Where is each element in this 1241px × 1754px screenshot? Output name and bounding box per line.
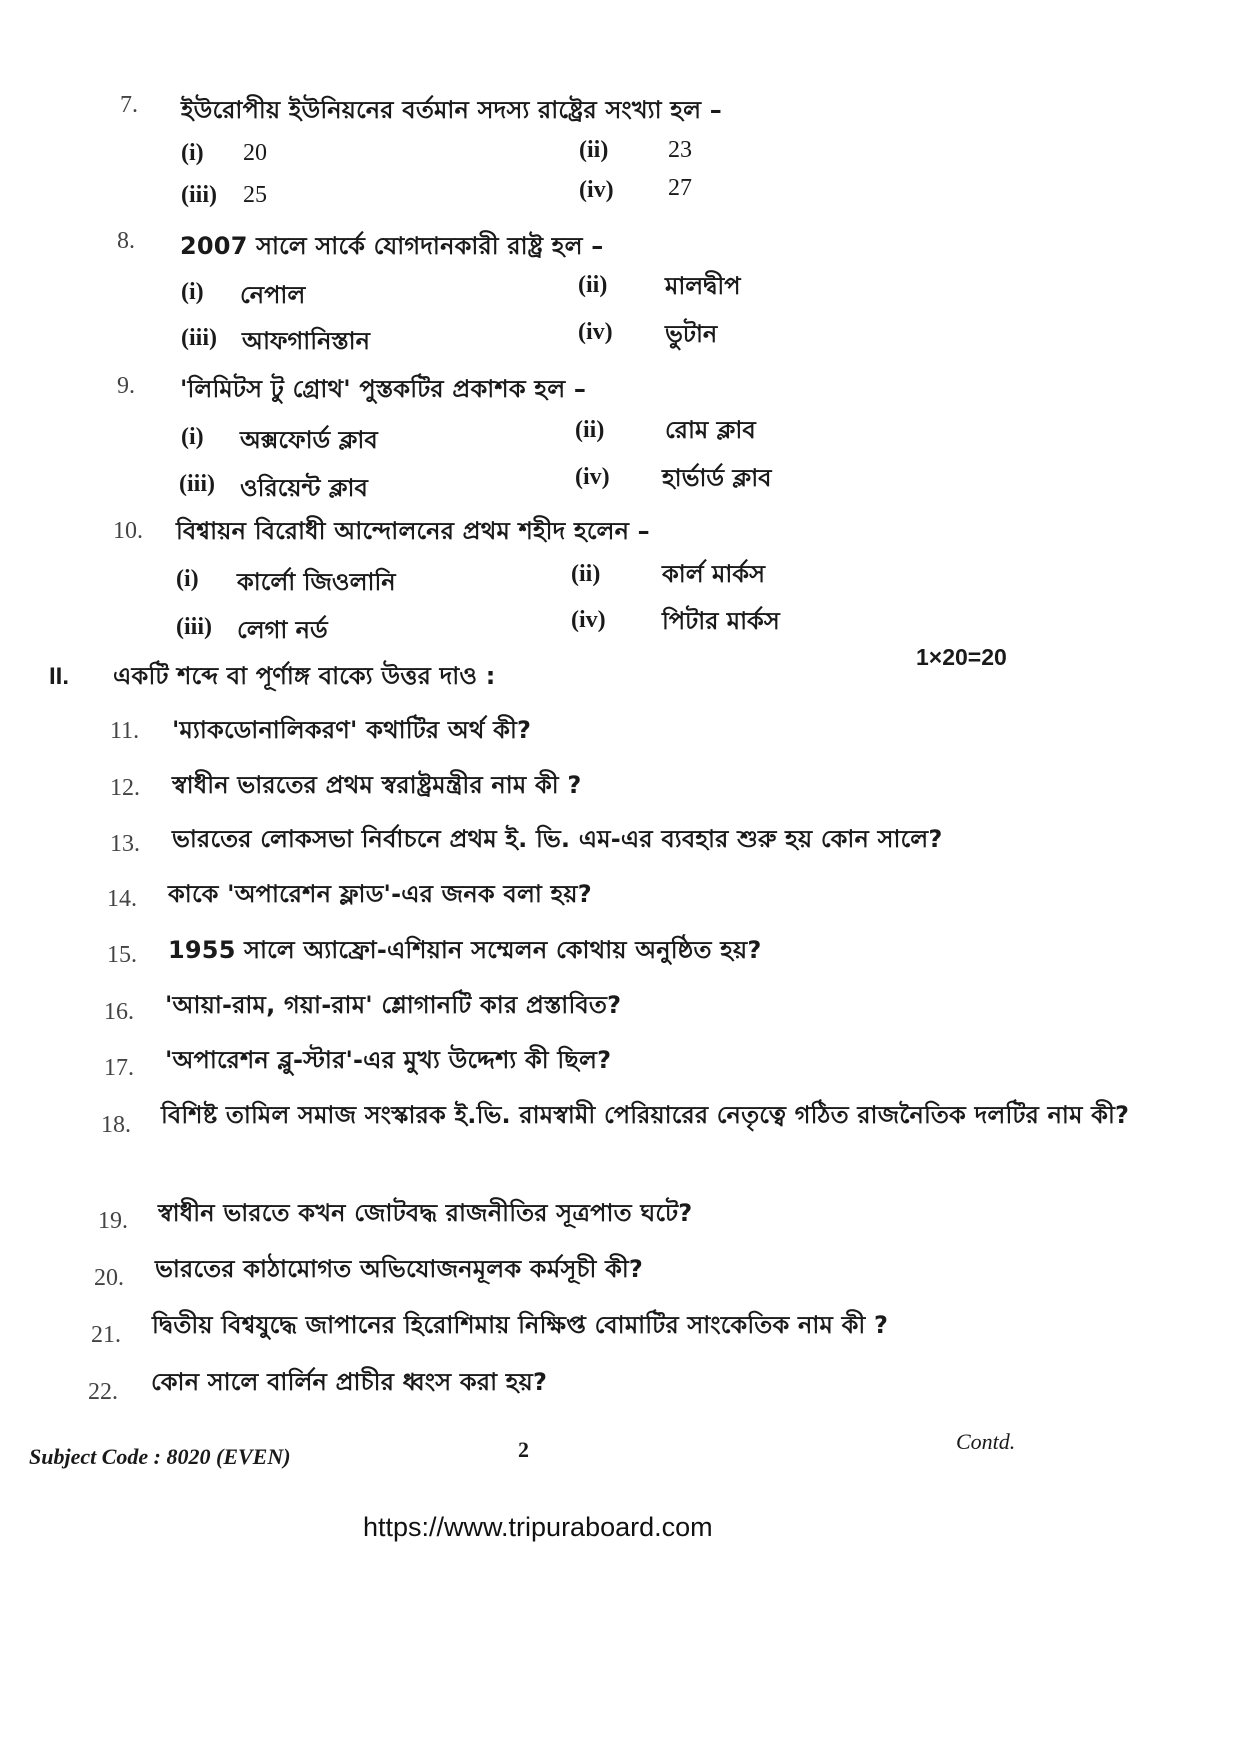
option-label: (iii) <box>176 614 212 640</box>
question-number: 8. <box>117 228 135 254</box>
question-number: 18. <box>101 1112 131 1138</box>
option-label: (iii) <box>181 182 217 208</box>
question-number: 19. <box>98 1208 128 1234</box>
option-label: (iv) <box>579 177 614 203</box>
option-value: হার্ভার্ড ক্লাব <box>662 464 772 492</box>
option-value: ভুটান <box>665 320 718 348</box>
option-value: 23 <box>668 137 692 163</box>
question-text: স্বাধীন ভারতে কখন জোটবদ্ধ রাজনীতির সূত্রপাত ঘটে? <box>158 1199 693 1227</box>
option-label: (ii) <box>579 137 609 163</box>
option-label: (i) <box>181 140 204 166</box>
question-text: স্বাধীন ভারতের প্রথম স্বরাষ্ট্রমন্ত্রীর নাম কী ? <box>172 771 582 799</box>
option-value: ওরিয়েন্ট ক্লাব <box>240 474 368 502</box>
option-label: (iii) <box>181 325 217 351</box>
question-text: ইউরোপীয় ইউনিয়নের বর্তমান সদস্য রাষ্ট্রের সংখ্যা হল – <box>181 96 722 124</box>
question-number: 9. <box>117 373 135 399</box>
question-number: 10. <box>113 518 143 544</box>
question-number: 13. <box>110 831 140 857</box>
subject-code: Subject Code : 8020 (EVEN) <box>29 1444 291 1469</box>
option-value: কার্ল মার্কস <box>662 560 765 588</box>
option-label: (iv) <box>575 464 610 490</box>
option-value: লেগা নর্ড <box>237 616 328 644</box>
question-number: 15. <box>107 942 137 968</box>
question-text: কোন সালে বার্লিন প্রাচীর ধ্বংস করা হয়? <box>151 1368 548 1396</box>
option-value: কার্লো জিওলানি <box>237 568 396 596</box>
section-number: II. <box>49 663 70 690</box>
question-text: বিশিষ্ট তামিল সমাজ সংস্কারক ই.ভি. রামস্বামী পেরিয়ারের নেতৃত্বে গঠিত রাজনৈতিক দলটির নাম কী? <box>161 1101 1130 1129</box>
option-label: (iii) <box>179 471 215 497</box>
option-label: (iv) <box>578 319 613 345</box>
question-text: 'ম্যাকডোনালিকরণ' কথাটির অর্থ কী? <box>172 716 532 744</box>
section-instruction: একটি শব্দে বা পূর্ণাঙ্গ বাক্যে উত্তর দাও : <box>113 662 496 690</box>
question-number: 12. <box>110 775 140 801</box>
section-marks: 1×20=20 <box>916 644 1007 670</box>
option-label: (i) <box>181 424 204 450</box>
question-number: 22. <box>88 1379 118 1405</box>
website-url[interactable]: https://www.tripuraboard.com <box>363 1512 713 1542</box>
option-label: (ii) <box>575 417 605 443</box>
option-value: 20 <box>243 140 267 166</box>
option-label: (ii) <box>578 272 608 298</box>
option-value: নেপাল <box>240 281 306 309</box>
question-text: 'অপারেশন ব্লু-স্টার'-এর মুখ্য উদ্দেশ্য কী ছিল? <box>165 1046 612 1074</box>
option-value: 27 <box>668 175 692 201</box>
question-text: 'আয়া-রাম, গয়া-রাম' শ্লোগানটি কার প্রস্তাবিত? <box>165 991 622 1019</box>
question-number: 11. <box>110 718 140 744</box>
option-label: (i) <box>176 566 199 592</box>
option-value: অক্সফোর্ড ক্লাব <box>240 426 378 454</box>
question-text: 2007 সালে সার্কে যোগদানকারী রাষ্ট্র হল – <box>180 232 604 260</box>
question-text: ভারতের কাঠামোগত অভিযোজনমূলক কর্মসূচী কী? <box>155 1255 644 1283</box>
option-value: রোম ক্লাব <box>665 416 756 444</box>
question-text: দ্বিতীয় বিশ্বযুদ্ধে জাপানের হিরোশিমায় নিক্ষিপ্ত বোমাটির সাংকেতিক নাম কী ? <box>152 1311 889 1339</box>
option-label: (ii) <box>571 561 601 587</box>
question-text: কাকে 'অপারেশন ফ্লাড'-এর জনক বলা হয়? <box>168 880 592 908</box>
option-label: (iv) <box>571 607 606 633</box>
question-number: 7. <box>120 92 138 118</box>
option-label: (i) <box>181 279 204 305</box>
option-value: পিটার মার্কস <box>662 607 780 635</box>
option-value: আফগানিস্তান <box>242 327 370 355</box>
page-number: 2 <box>518 1437 529 1462</box>
option-value: মালদ্বীপ <box>665 272 741 300</box>
question-text: ভারতের লোকসভা নির্বাচনে প্রথম ই. ভি. এম-এর ব্যবহার শুরু হয় কোন সালে? <box>172 825 943 853</box>
question-text: বিশ্বায়ন বিরোধী আন্দোলনের প্রথম শহীদ হলেন – <box>176 517 650 545</box>
question-number: 21. <box>91 1322 121 1348</box>
question-number: 20. <box>94 1265 124 1291</box>
question-number: 14. <box>107 886 137 912</box>
question-number: 16. <box>104 999 134 1025</box>
option-value: 25 <box>243 182 267 208</box>
question-number: 17. <box>104 1055 134 1081</box>
continued-label: Contd. <box>956 1429 1016 1454</box>
question-text: 1955 সালে অ্যাফ্রো-এশিয়ান সম্মেলন কোথায় অনুষ্ঠিত হয়? <box>168 936 762 964</box>
question-text: 'লিমিটস টু গ্রোথ' পুস্তকটির প্রকাশক হল – <box>180 375 587 403</box>
